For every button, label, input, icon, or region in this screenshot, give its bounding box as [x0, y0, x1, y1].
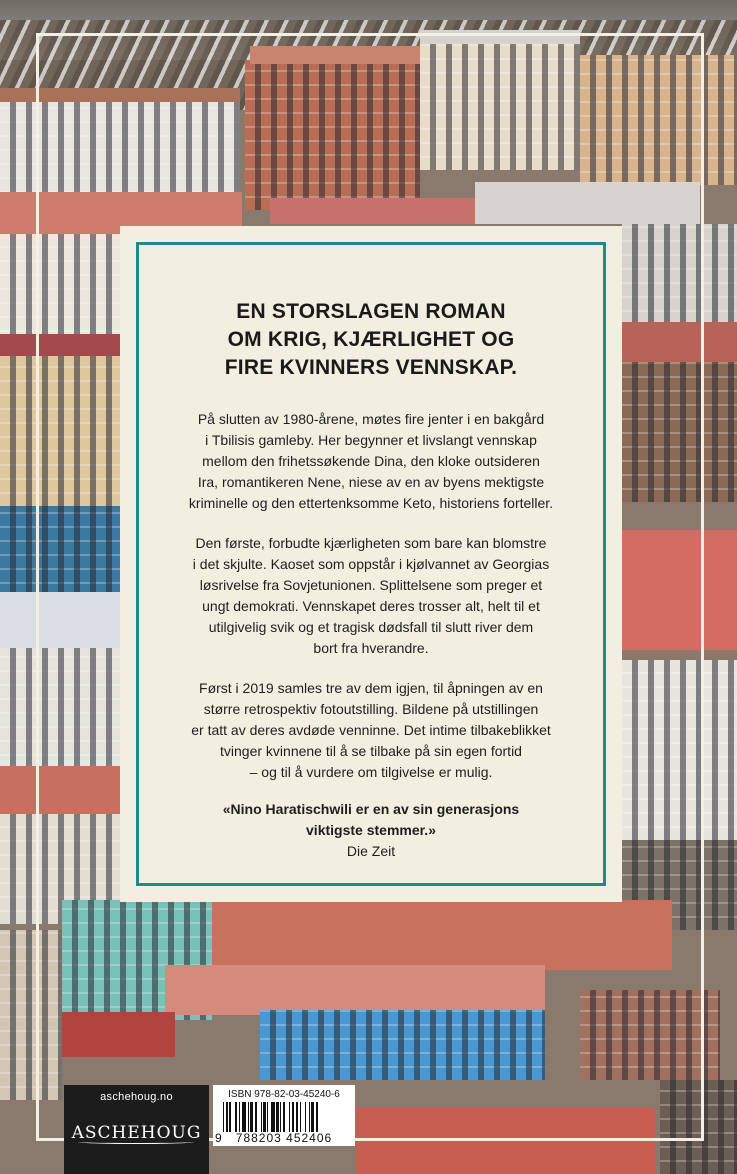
- barcode-digits-rest: 788203 452406: [235, 1131, 333, 1145]
- quote-line: «Nino Haratischwili er en av sin generasjons: [222, 801, 520, 817]
- blurb-line: utilgivelig svik og et tragisk dødsfall til slutt river dem: [208, 619, 534, 635]
- quote-source: Die Zeit: [346, 843, 396, 859]
- blurb-line: bort fra hverandre.: [313, 640, 429, 656]
- publisher-logo: ASCHEHOUG: [71, 1123, 202, 1143]
- barcode-stripe: [318, 1102, 319, 1132]
- blurb-paragraph: [139, 678, 603, 783]
- blurb-line: Den første, forbudte kjærligheten som bare kan blomstre: [195, 535, 547, 551]
- blurb-panel-border: [136, 242, 606, 886]
- blurb-paragraph: [139, 533, 603, 659]
- blurb-line: i Tbilisis gamleby. Her begynner et livslangt vennskap: [205, 432, 537, 448]
- blurb-line: er tatt av deres avdøde venninne. Det intime tilbakeblikket: [191, 722, 551, 738]
- headline: [139, 298, 603, 382]
- publisher-website: aschehoug.no: [100, 1091, 173, 1103]
- blurb-line: Ira, romantikeren Nene, niese av en av byens mektigste: [197, 474, 545, 490]
- blurb-line: ungt demokrati. Vennskapet deres trosser alt, helt til et: [202, 598, 540, 614]
- blurb-line: løsrivelse fra Sovjetunionen. Splittelsene som preger et: [199, 577, 543, 593]
- blurb-line: Først i 2019 samles tre av dem igjen, til åpningen av en: [199, 680, 543, 696]
- publisher-logo-swash: [78, 1140, 194, 1144]
- headline-line: OM KRIG, KJÆRLIGHET OG: [227, 328, 515, 351]
- quote-line: viktigste stemmer.»: [306, 822, 436, 838]
- barcode-digit-first: 9: [215, 1131, 223, 1145]
- blurb-panel: [120, 226, 622, 902]
- blurb-line: tvinger kvinnene til å se tilbake på sin egen fortid: [220, 743, 522, 759]
- isbn-label: ISBN 978-82-03-45240-6: [228, 1089, 340, 1100]
- blurb-line: På slutten av 1980-årene, møtes fire jenter i en bakgård: [197, 411, 545, 427]
- barcode-digits: [213, 1131, 355, 1145]
- press-quote: [139, 799, 603, 862]
- isbn-barcode: [213, 1085, 355, 1146]
- blurb-paragraph: [139, 409, 603, 514]
- headline-line: EN STORSLAGEN ROMAN: [236, 300, 506, 323]
- blurb-body: [139, 409, 603, 802]
- headline-line: FIRE KVINNERS VENNSKAP.: [224, 356, 518, 379]
- publisher-block: [64, 1085, 209, 1174]
- blurb-line: i det skjulte. Kaoset som oppstår i kjølvannet av Georgias: [192, 556, 550, 572]
- blurb-line: – og til å vurdere om tilgivelse er mulig.: [249, 764, 493, 780]
- barcode-bars-icon: [223, 1102, 347, 1132]
- blurb-line: større retrospektiv fotoutstilling. Bildene på utstillingen: [203, 701, 539, 717]
- blurb-line: mellom den frihetssøkende Dina, den kloke outsideren: [202, 453, 540, 469]
- blurb-line: kriminelle og den ettertenksomme Keto, historiens forteller.: [188, 495, 554, 511]
